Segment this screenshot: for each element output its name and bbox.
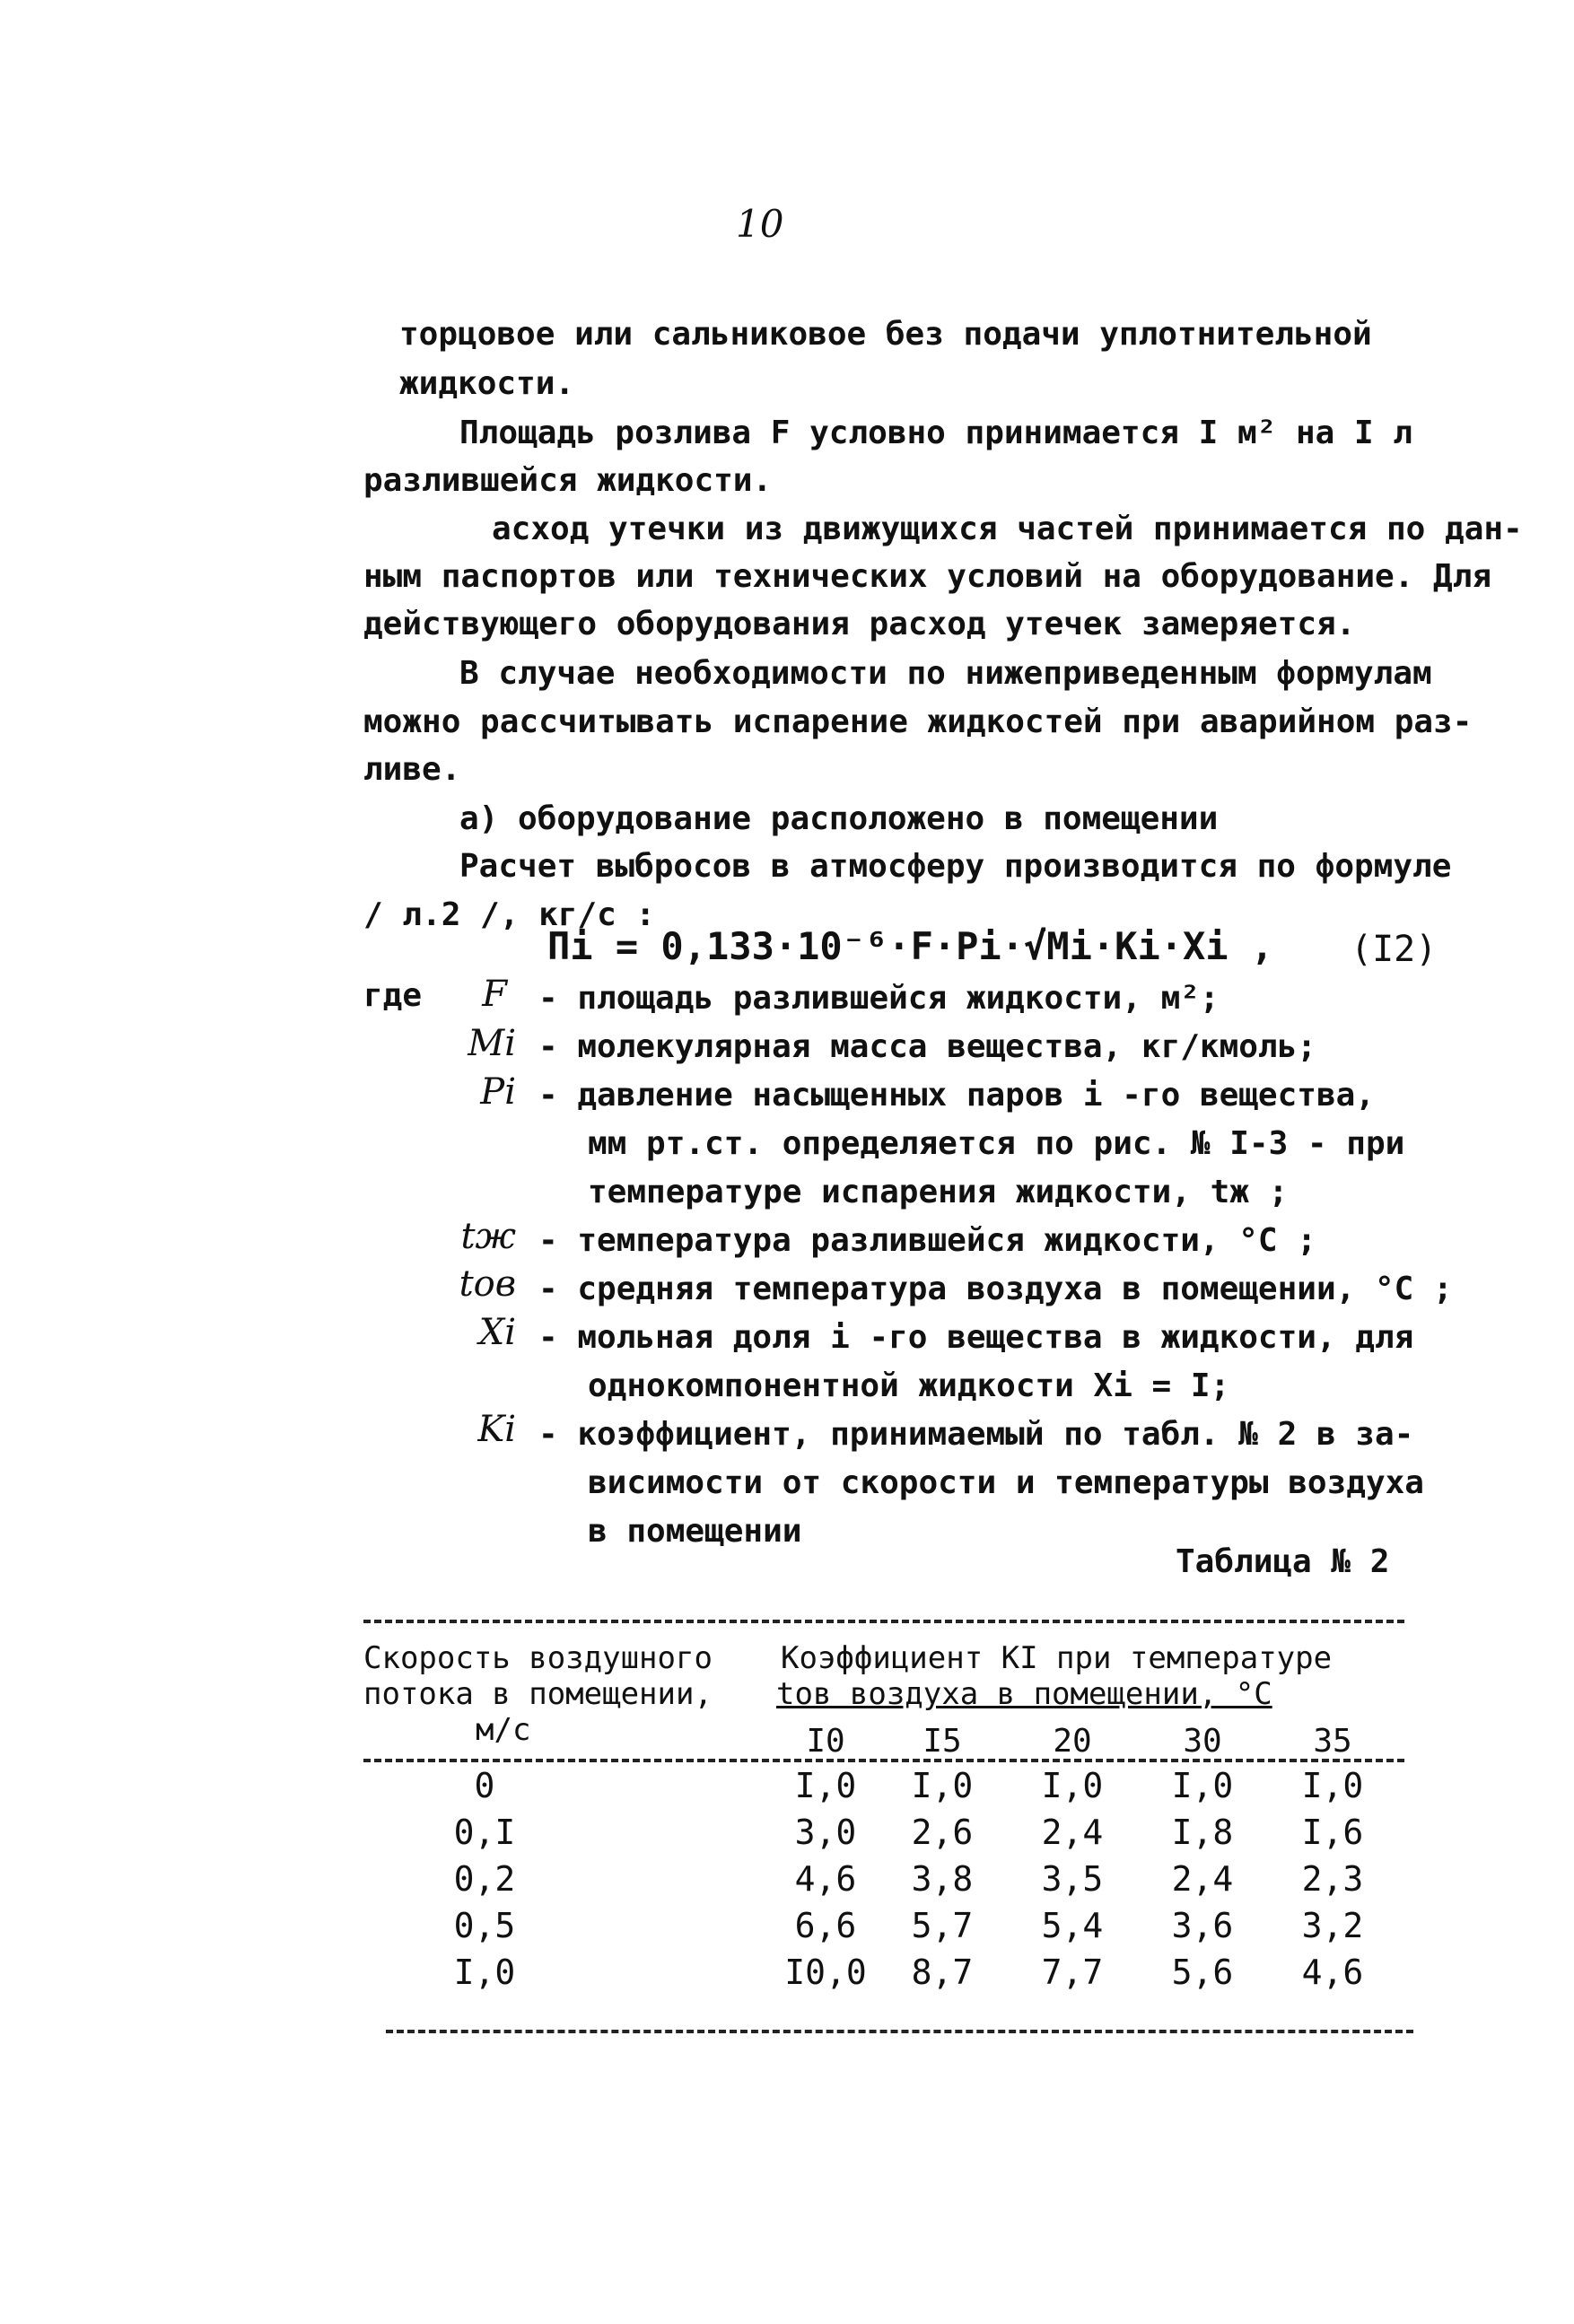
definition-line: - средняя температура воздуха в помещении, °С ; <box>538 1271 1453 1307</box>
table-cell: 4,6 <box>794 1859 857 1899</box>
definition-line: - коэффициент, принимаемый по табл. № 2 в за- <box>538 1416 1414 1453</box>
temperature-header: 30 <box>1183 1723 1222 1760</box>
symbol-tzh: tж <box>460 1216 516 1257</box>
symbol-tov: tов <box>459 1263 516 1305</box>
page-number: 10 <box>736 202 784 246</box>
definition-line: - температура разлившейся жидкости, °С ; <box>538 1222 1316 1259</box>
definition-line: однокомпонентной жидкости Xi = I; <box>588 1367 1230 1404</box>
table-cell: I,6 <box>1301 1813 1364 1852</box>
table-cell: I,0 <box>911 1766 974 1805</box>
table-col2-header: Коэффициент KI при температуре <box>781 1640 1333 1676</box>
symbol-pi: Pi <box>480 1071 516 1113</box>
definition-line: температуре испарения жидкости, tж ; <box>588 1174 1289 1210</box>
table-cell: I,8 <box>1171 1813 1234 1852</box>
formula: Пi = 0,133·10⁻⁶·F·Pi·√Mi·Ki·Xi , <box>547 924 1274 968</box>
table-cell: I,0 <box>1041 1766 1104 1805</box>
table-top-rule <box>363 1620 1404 1623</box>
table-cell: 5,6 <box>1171 1953 1234 1992</box>
table-cell: 2,3 <box>1301 1859 1364 1899</box>
table-cell: 2,6 <box>911 1813 974 1852</box>
temperature-header: I5 <box>923 1723 962 1760</box>
table-cell: 2,4 <box>1171 1859 1234 1899</box>
table-cell: 4,6 <box>1301 1953 1364 1992</box>
table-caption: Таблица № 2 <box>1176 1543 1390 1580</box>
temperature-header: 35 <box>1313 1723 1352 1760</box>
paragraph-line: действующего оборудования расход утечек замеряется. <box>363 606 1356 642</box>
table-cell: 8,7 <box>911 1953 974 1992</box>
definition-line: в помещении <box>588 1513 802 1550</box>
table-cell-speed: 0,5 <box>453 1906 516 1945</box>
paragraph-line: можно рассчитывать испарение жидкостей при аварийном раз- <box>363 703 1473 740</box>
table-cell: 3,5 <box>1041 1859 1104 1899</box>
table-cell: 3,6 <box>1171 1906 1234 1945</box>
symbol-mi: Mi <box>468 1023 516 1064</box>
section-heading: а) оборудование расположено в помещении <box>459 800 1219 837</box>
symbol-ki: Ki <box>477 1409 516 1450</box>
paragraph-line: асход утечки из движущихся частей принимается по дан- <box>492 511 1523 547</box>
definition-line: - молекулярная масса вещества, кг/кмоль; <box>538 1028 1316 1065</box>
table-cell: I,0 <box>1171 1766 1234 1805</box>
where-label: где <box>363 977 423 1014</box>
table-cell: 7,7 <box>1041 1953 1104 1992</box>
table-col2-header: tов воздуха в помещении, °С <box>776 1676 1272 1712</box>
temperature-header: 20 <box>1053 1723 1092 1760</box>
table-cell-speed: I,0 <box>453 1953 516 1992</box>
definition-line: - площадь разлившейся жидкости, м²; <box>538 980 1220 1017</box>
table-col1-header: м/с <box>476 1712 531 1748</box>
paragraph-line: Расчет выбросов в атмосферу производится по формуле <box>459 848 1452 885</box>
table-bottom-rule <box>386 2030 1413 2033</box>
definition-line: мм рт.ст. определяется по рис. № I-3 - при <box>588 1125 1405 1162</box>
definition-line: висимости от скорости и температуры воздуха <box>588 1464 1424 1501</box>
table-cell: 5,4 <box>1041 1906 1104 1945</box>
table-cell-speed: 0 <box>474 1766 495 1805</box>
table-cell-speed: 0,I <box>453 1813 516 1852</box>
table-cell: 3,2 <box>1301 1906 1364 1945</box>
table-cell: 3,8 <box>911 1859 974 1899</box>
temperature-header: I0 <box>806 1723 845 1760</box>
paragraph-line: В случае необходимости по нижеприведенным формулам <box>459 655 1432 692</box>
symbol-f: F <box>482 974 507 1015</box>
table-cell: 3,0 <box>794 1813 857 1852</box>
table-col1-header: потока в помещении, <box>363 1676 713 1712</box>
paragraph-line: ливе. <box>363 751 461 788</box>
definition-line: - давление насыщенных паров i -го вещества, <box>538 1077 1375 1114</box>
paragraph-line: разлившейся жидкости. <box>363 462 773 499</box>
paragraph-line: жидкости. <box>399 365 575 402</box>
table-cell: 5,7 <box>911 1906 974 1945</box>
symbol-xi: Xi <box>478 1312 516 1353</box>
table-cell: I,0 <box>1301 1766 1364 1805</box>
formula-number: (I2) <box>1351 929 1438 970</box>
table-header-rule <box>363 1759 1404 1762</box>
table-cell: 2,4 <box>1041 1813 1104 1852</box>
paragraph-line: / л.2 /, кг/с : <box>363 896 656 933</box>
table-cell: 6,6 <box>794 1906 857 1945</box>
paragraph-line: Площадь розлива F условно принимается I м² на I л <box>459 415 1413 451</box>
table-cell-speed: 0,2 <box>453 1859 516 1899</box>
paragraph-line: торцовое или сальниковое без подачи уплотнительной <box>399 316 1372 353</box>
table-cell: I,0 <box>794 1766 857 1805</box>
table-col1-header: Скорость воздушного <box>363 1640 713 1676</box>
paragraph-line: ным паспортов или технических условий на оборудование. Для <box>363 558 1492 595</box>
table-cell: I0,0 <box>784 1953 867 1992</box>
definition-line: - мольная доля i -го вещества в жидкости, для <box>538 1319 1414 1356</box>
